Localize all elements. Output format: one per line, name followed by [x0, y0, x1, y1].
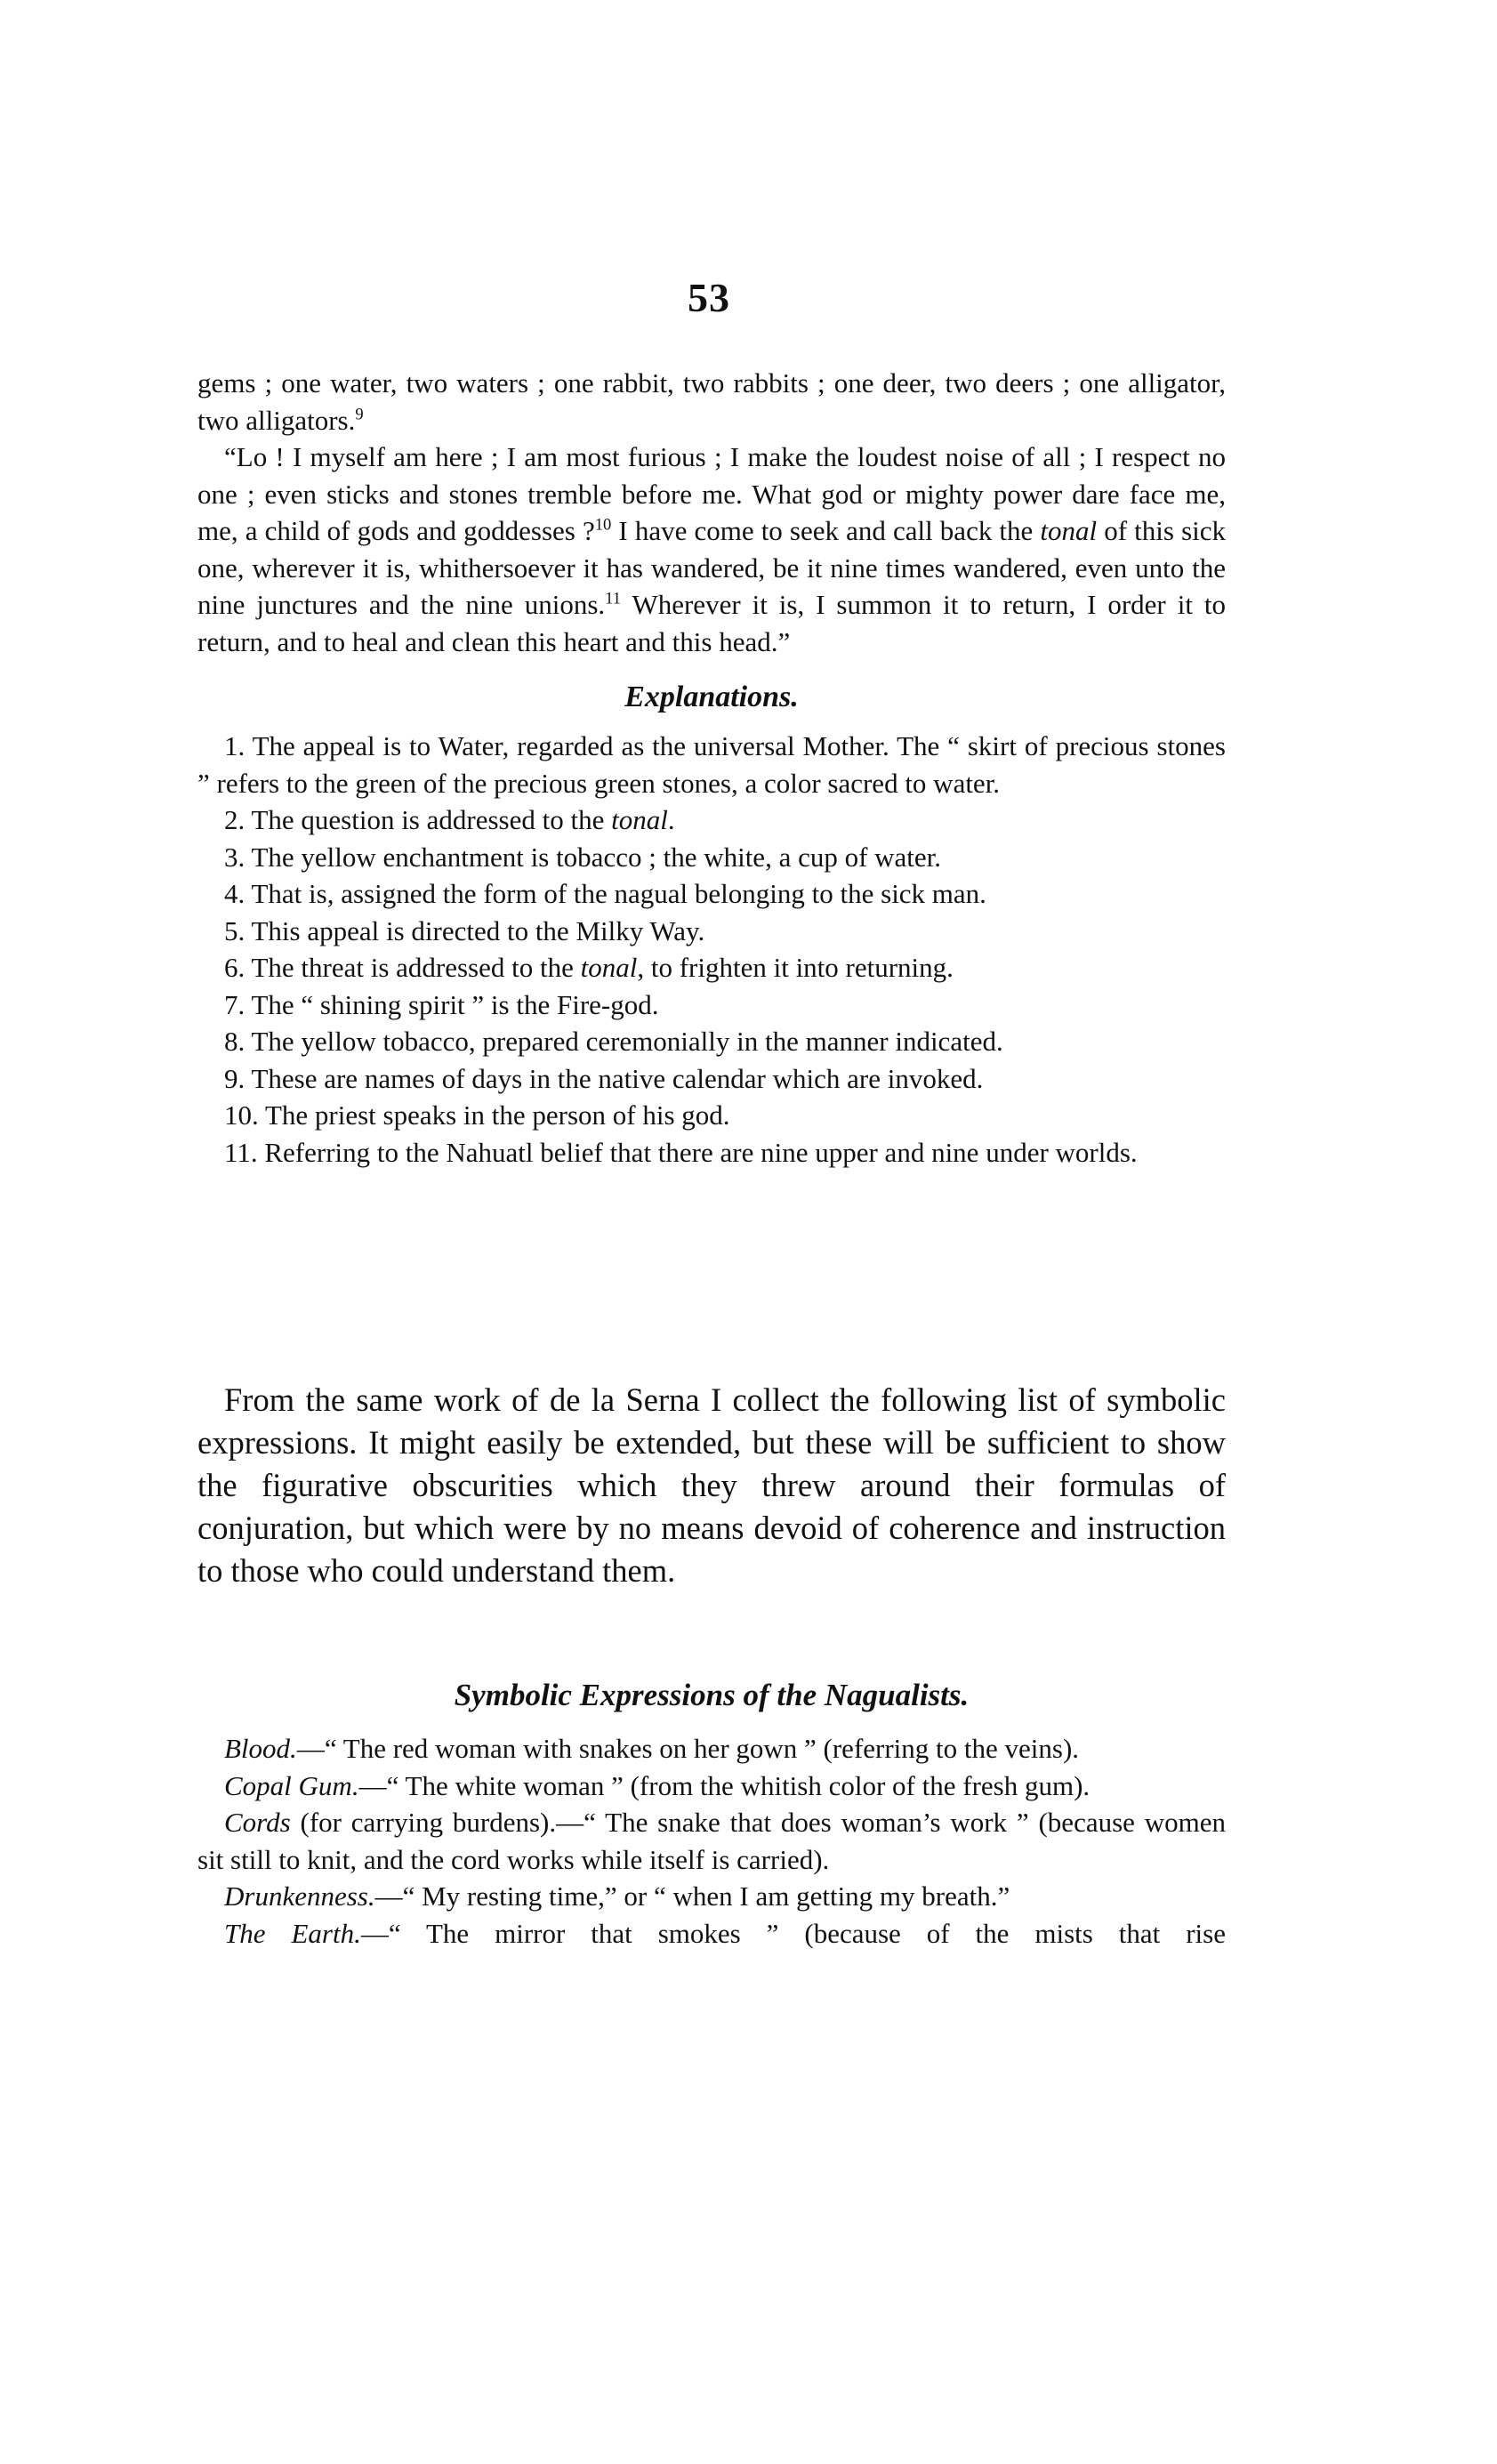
symbolic-expressions-heading: Symbolic Expressions of the Nagualists.: [454, 1678, 970, 1712]
entry-definition: —“ My resting time,” or “ when I am getting my breath.”: [374, 1880, 1010, 1912]
entry-definition: —“ The white woman ” (from the whitish color of the fresh gum).: [358, 1769, 1091, 1801]
item-number: 2.: [224, 804, 245, 835]
explanation-item: [197, 1060, 1226, 1098]
explanation-item: [197, 986, 1226, 1024]
entry-definition: —“ The red woman with snakes on her gown ” (referring to the veins).: [296, 1733, 1080, 1764]
entry-term: Drunkenness.: [224, 1880, 375, 1912]
symbolic-entry: [197, 1730, 1226, 1767]
item-text: The question is addressed to the: [251, 804, 612, 835]
entry-term: The Earth.: [224, 1917, 361, 1949]
quote-part-1: “Lo ! I myself am here ; I am most furious ; I make the loudest noise of all ; I respect no one ; even sticks and stones tremble before me. What god or mighty power dare face me, me, a child of gods and goddesses ?: [197, 441, 1226, 546]
item-number: 4.: [224, 878, 245, 909]
explanation-item: [197, 1134, 1226, 1172]
item-number: 5.: [224, 914, 245, 946]
explanation-item: [197, 949, 1226, 986]
quote-part-2-before: I have come to seek and call back the: [611, 515, 1041, 546]
symbolic-entry: [197, 1915, 1226, 1953]
item-text: , to frighten it into returning.: [637, 952, 954, 983]
explanation-item: [197, 801, 1226, 839]
item-number: 7.: [224, 988, 245, 1020]
explanation-item: [197, 875, 1226, 913]
item-text: These are names of days in the native calendar which are invoked.: [251, 1062, 984, 1094]
explanations-heading: Explanations.: [624, 680, 799, 713]
entry-term: Blood.: [224, 1733, 297, 1764]
term-tonal: tonal: [611, 804, 668, 835]
incantation-continuation: [197, 365, 1226, 439]
item-number: 3.: [224, 841, 245, 873]
item-number: 10.: [224, 1099, 259, 1131]
item-text: The appeal is to Water, regarded as the universal Mother. The “ skirt of precious stones ” refers to the green of the precious green stones, a color sacred to water.: [197, 730, 1226, 799]
footnote-ref-10: 10: [594, 515, 612, 535]
symbolic-entry: [197, 1804, 1226, 1878]
explanation-item: [197, 839, 1226, 876]
item-text: This appeal is directed to the Milky Way.: [251, 914, 705, 946]
item-text: The yellow tobacco, prepared ceremonially in the manner indicated.: [251, 1026, 1003, 1057]
item-text: Referring to the Nahuatl belief that there are nine upper and nine under worlds.: [264, 1136, 1138, 1168]
main-paragraph-block: [197, 1379, 1226, 1592]
term-tonal: tonal: [1040, 515, 1098, 546]
quote-part-2-after: of this sick one, wherever it is, whithersoever it has wandered, be it nine times wandered, even unto the nine junctures and the nine unions.: [197, 515, 1226, 620]
term-tonal: tonal: [580, 952, 638, 983]
item-text: The threat is addressed to the: [251, 952, 581, 983]
incantation-text: [197, 365, 1226, 1171]
item-text: That is, assigned the form of the nagual belonging to the sick man.: [251, 878, 986, 909]
explanation-item: [197, 1023, 1226, 1060]
incantation-quote: [197, 439, 1226, 660]
explanation-item: [197, 1097, 1226, 1134]
entry-term: Cords: [224, 1807, 291, 1838]
item-text: The “ shining spirit ” is the Fire-god.: [251, 988, 659, 1020]
entry-term: Copal Gum.: [224, 1769, 359, 1801]
item-number: 8.: [224, 1026, 245, 1057]
explanation-item: [197, 728, 1226, 801]
main-paragraph: From the same work of de la Serna I collect the following list of symbolic expressions. It might easily be extended, but these will be sufficient to show the figurative obscurities which they threw around their formulas of conjuration, but which were by no means devoid of coherence and instruction to those who could understand them.: [197, 1381, 1226, 1589]
explanation-item: [197, 913, 1226, 950]
entry-definition: —“ The mirror that smokes ” (because of the mists that rise: [360, 1917, 1226, 1949]
symbolic-expressions-section: [197, 1641, 1226, 1952]
footnote-ref-11: 11: [605, 589, 622, 608]
continuation-text: gems ; one water, two waters ; one rabbit, two rabbits ; one deer, two deers ; one alligator, two alligators.: [197, 367, 1226, 436]
item-text: The priest speaks in the person of his god.: [264, 1099, 730, 1131]
entry-definition: (for carrying burdens).—“ The snake that does woman’s work ” (because women sit still to knit, and the cord works while itself is carried).: [197, 1807, 1226, 1875]
footnote-ref-9: 9: [355, 405, 364, 424]
item-text: .: [667, 804, 675, 835]
item-number: 1.: [224, 730, 245, 761]
page-number: 53: [688, 275, 730, 320]
item-number: 9.: [224, 1062, 245, 1094]
item-text: The yellow enchantment is tobacco ; the white, a cup of water.: [251, 841, 942, 873]
quote-part-3: Wherever it is, I summon it to return, I order it to return, and to heal and clean this heart and this head.”: [197, 589, 1226, 657]
item-number: 6.: [224, 952, 245, 983]
symbolic-entry: [197, 1878, 1226, 1915]
item-number: 11.: [224, 1136, 258, 1168]
symbolic-entry: [197, 1767, 1226, 1805]
explanations-list: [197, 728, 1226, 1171]
